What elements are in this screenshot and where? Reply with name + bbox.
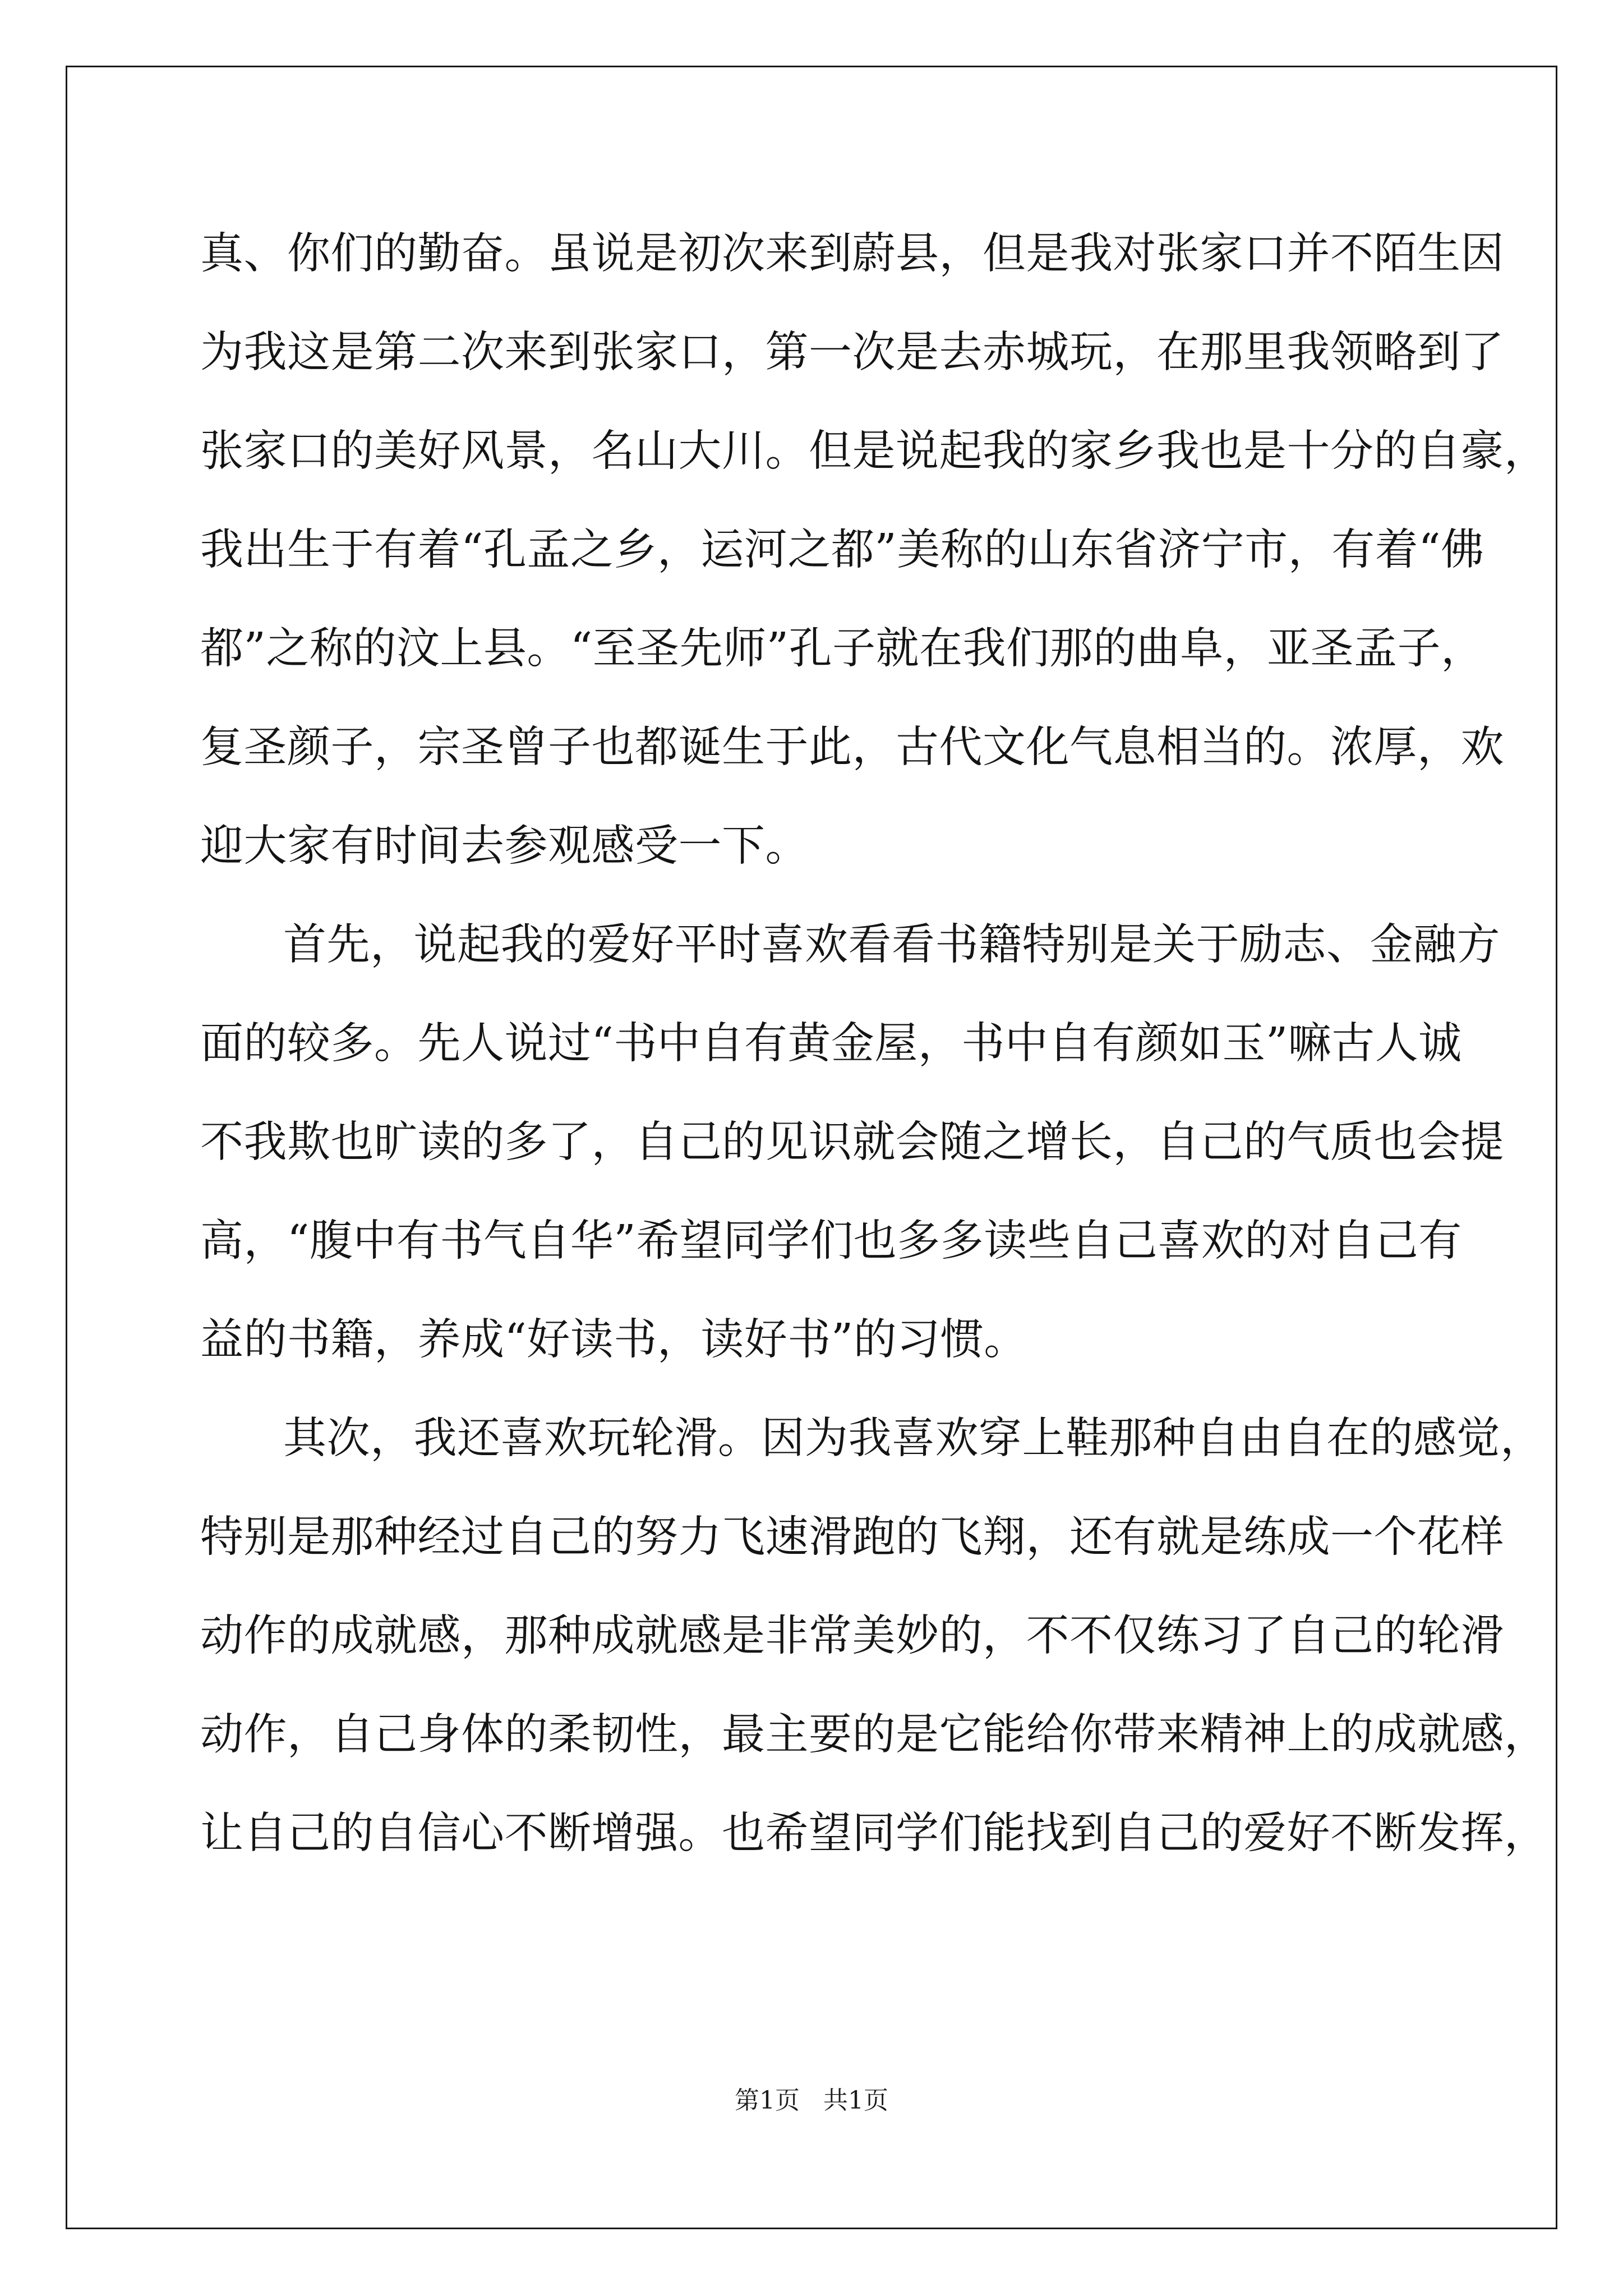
paragraph-first-line: 其次，我还喜欢玩轮滑。因为我喜欢穿上鞋那种自由自在的感觉， (283, 1414, 1544, 1464)
paragraph-first-line: 首先，说起我的爱好平时喜欢看看书籍特别是关于励志、金融方 (283, 920, 1500, 970)
text-line: 真、你们的勤奋。虽说是初次来到蔚县，但是我对张家口并不陌生因 (200, 229, 1504, 279)
text-line: 益的书籍，养成“好读书，读好书”的习惯。 (200, 1315, 1027, 1365)
page-number-footer: 第1页 共1页 (735, 2086, 888, 2115)
text-line: 迎大家有时间去参观感受一下。 (200, 821, 809, 871)
text-line: 张家口的美好风景，名山大川。但是说起我的家乡我也是十分的自豪， (200, 426, 1548, 476)
text-line: 动作的成就感，那种成就感是非常美妙的，不不仅练习了自己的轮滑 (200, 1611, 1504, 1661)
text-line: 不我欺也旷读的多了，自己的见识就会随之增长，自己的气质也会提 (200, 1117, 1504, 1167)
text-line: 面的较多。先人说过“书中自有黄金屋，书中自有颜如玉”嘛古人诚 (200, 1019, 1462, 1069)
text-line: 让自己的自信心不断增强。也希望同学们能找到自己的爱好不断发挥， (200, 1809, 1548, 1858)
text-line: 高，“腹中有书气自华”希望同学们也多多读些自己喜欢的对自己有 (200, 1216, 1462, 1266)
text-line: 我出生于有着“孔孟之乡，运河之都”美称的山东省济宁市，有着“佛 (200, 525, 1484, 575)
text-line: 特别是那种经过自己的努力飞速滑跑的飞翔，还有就是练成一个花样 (200, 1512, 1504, 1562)
text-line: 都”之称的汶上县。“至圣先师”孔子就在我们那的曲阜，亚圣孟子， (200, 624, 1484, 674)
text-line: 动作，自己身体的柔韧性，最主要的是它能给你带来精神上的成就感， (200, 1710, 1548, 1760)
text-line: 为我这是第二次来到张家口，第一次是去赤城玩，在那里我领略到了 (200, 328, 1504, 378)
text-line: 复圣颜子，宗圣曾子也都诞生于此，古代文化气息相当的。浓厚，欢 (200, 723, 1504, 772)
